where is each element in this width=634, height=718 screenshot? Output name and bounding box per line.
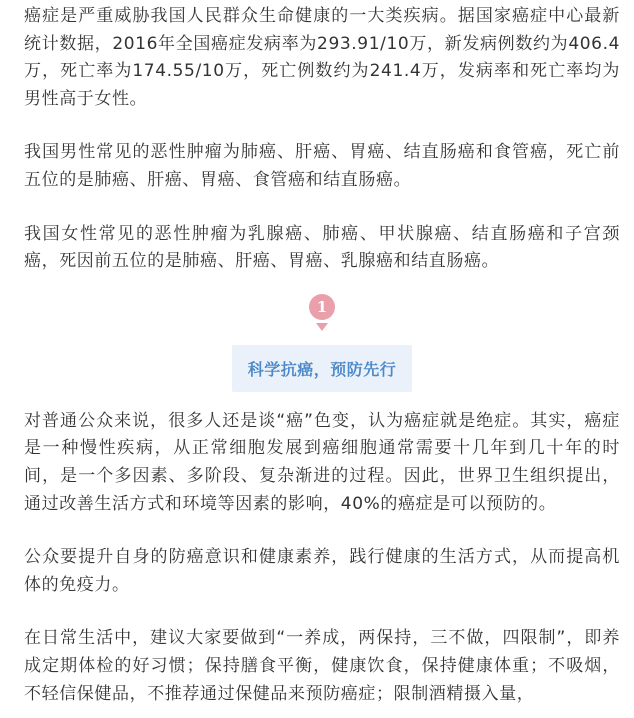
paragraph-female-cancers: 我国女性常见的恶性肿瘤为乳腺癌、肺癌、甲状腺癌、结直肠癌和子宫颈癌，死因前五位的是肺癌、肝癌、胃癌、乳腺癌和结直肠癌。 [24, 223, 620, 272]
paragraph-cancer-prevention: 对普通公众来说，很多人还是谈“癌”色变，认为癌症就是绝症。其实，癌症是一种慢性疾病，从正常细胞发展到癌细胞通常需要十几年到几十年的时间，是一个多因素、多阶段、复杂渐进的过程。因此，世界卫生组织提出，通过改善生活方式和环境等因素的影响，40%的癌症是可以预防的。 [24, 410, 620, 514]
down-triangle-icon [316, 323, 328, 331]
section-title-container [24, 345, 620, 392]
paragraph-daily-advice: 在日常生活中，建议大家要做到“一养成，两保持，三不做，四限制”，即养成定期体检的好习惯；保持膳食平衡，健康饮食，保持健康体重；不吸烟，不轻信保健品，不推荐通过保健品来预防癌症；限制酒精摄入量， [24, 628, 620, 704]
section-title: 科学抗癌，预防先行 [232, 345, 413, 392]
paragraph-cancer-statistics: 癌症是严重威胁我国人民群众生命健康的一大类疾病。据国家癌症中心最新统计数据，2016年全国癌症发病率为293.91/10万，新发病例数约为406.4万，死亡率为174.55/10万，死亡例数约为241.4万，发病率和死亡率均为男性高于女性。 [24, 6, 620, 109]
paragraph-male-cancers: 我国男性常见的恶性肿瘤为肺癌、肝癌、胃癌、结直肠癌和食管癌，死亡前五位的是肺癌、肝癌、胃癌、食管癌和结直肠癌。 [24, 142, 620, 190]
section-number-marker [24, 294, 620, 331]
paragraph-health-literacy: 公众要提升自身的防癌意识和健康素养，践行健康的生活方式，从而提高机体的免疫力。 [24, 547, 620, 595]
section-number-badge: 1 [309, 294, 335, 320]
